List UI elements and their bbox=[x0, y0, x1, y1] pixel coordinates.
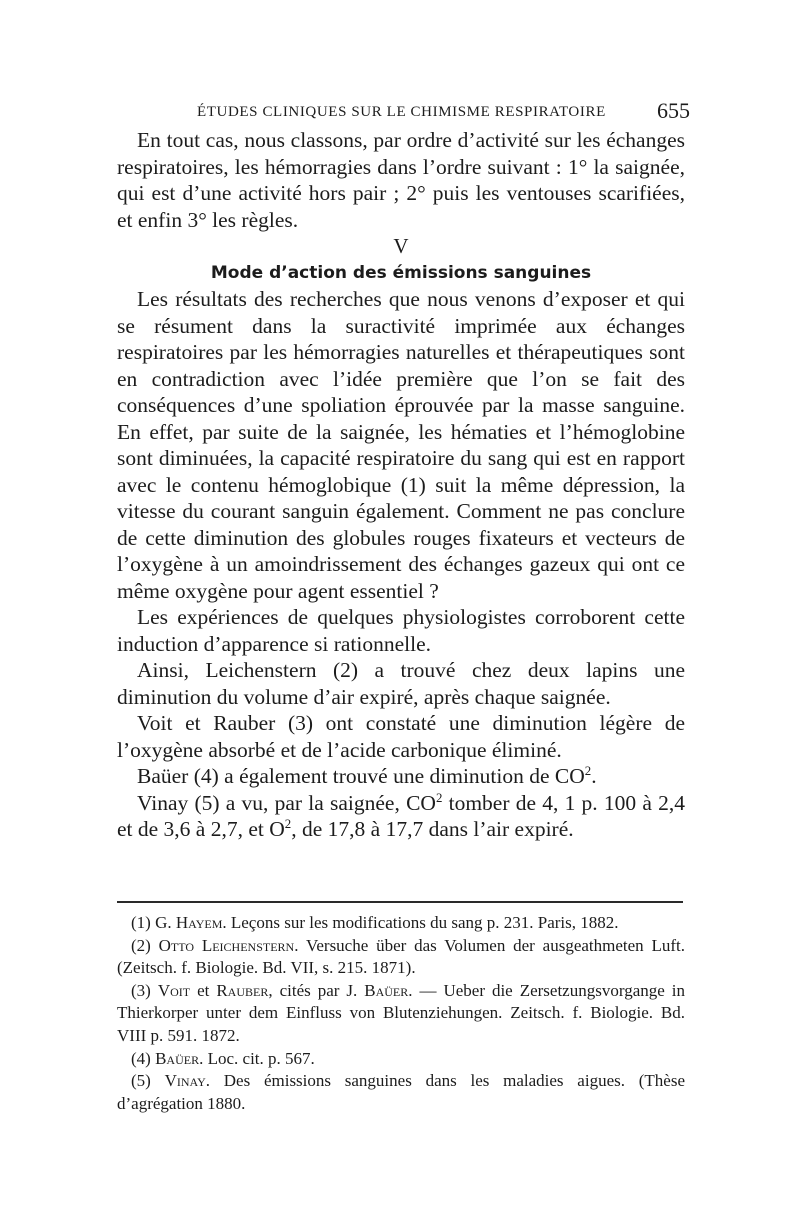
paragraph-7-text-b: tomber de 4, 1 p. 100 à 2,4 et de 3,6 à 2,7, et O bbox=[117, 790, 685, 841]
footnote-author: Baüer bbox=[364, 980, 409, 1000]
footnote-author: Vinay bbox=[164, 1071, 206, 1091]
running-header bbox=[117, 98, 690, 126]
footnote-divider bbox=[117, 901, 683, 903]
paragraph-5: Voit et Rauber (3) ont constaté une diminution légère de l’oxygène absorbé et de l’acide carbonique éliminé. bbox=[117, 711, 685, 762]
paragraph-6-end: . bbox=[591, 764, 597, 788]
footnote-marker: (1) bbox=[131, 913, 156, 932]
footnote-author: Rauber bbox=[216, 980, 269, 1000]
footnote-text: . — Ueber die Zersetzungsvorgange in Thierkorper unter dem Einfluss von Blutenziehungen. Zeitsch. f. Biologie. Bd. VIII p. 591. 1872. bbox=[117, 980, 685, 1045]
footnote-text: . Loc. cit. p. 567. bbox=[199, 1048, 315, 1068]
footnote-author: Baüer bbox=[155, 1048, 200, 1068]
main-text bbox=[117, 127, 685, 843]
page-number: 655 bbox=[657, 98, 690, 123]
footnote-2 bbox=[117, 935, 685, 980]
footnote-marker: (2) bbox=[131, 935, 159, 955]
co2-subscript: 2 bbox=[584, 763, 592, 778]
running-title: ÉTUDES CLINIQUES SUR LE CHIMISME RESPIRATOIRE bbox=[197, 104, 606, 120]
footnote-text: . Versuche über das Volumen der ausgeathmeten Luft. (Zeitsch. f. Biologie. Bd. VII, s. 215. 1871). bbox=[117, 935, 685, 978]
footnote-author: Voit bbox=[157, 980, 191, 1000]
footnote-text: . Leçons sur les modifications du sang p. 231. Paris, 1882. bbox=[222, 913, 619, 932]
footnote-text: , cités par J. bbox=[268, 980, 365, 1000]
paragraph-6-text: Baüer (4) a également trouvé une diminution de CO bbox=[137, 764, 585, 788]
paragraph-4: Ainsi, Leichenstern (2) a trouvé chez deux lapins une diminution du volume d’air expiré, après chaque saignée. bbox=[117, 658, 685, 709]
paragraph-3: Les expériences de quelques physiologistes corroborent cette induction d’apparence si rationnelle. bbox=[117, 605, 685, 656]
footnote-author: G. Hayem bbox=[155, 913, 223, 932]
o2-subscript: 2 bbox=[284, 816, 292, 831]
footnote-marker: (5) bbox=[131, 1071, 165, 1091]
footnote-4 bbox=[117, 1048, 685, 1071]
footnote-1 bbox=[117, 912, 685, 935]
footnotes bbox=[117, 912, 685, 1115]
section-title: Mode d’action des émissions sanguines bbox=[210, 262, 592, 283]
section-number: V bbox=[393, 234, 409, 258]
co2-subscript: 2 bbox=[435, 790, 443, 805]
footnote-text: . Des émissions sanguines dans les maladies aigues. (Thèse d’agrégation 1880. bbox=[117, 1071, 685, 1113]
footnote-author: Otto Leichenstern bbox=[158, 935, 295, 955]
footnote-text: et bbox=[190, 980, 217, 1000]
paragraph-1: En tout cas, nous classons, par ordre d’activité sur les échanges respiratoires, les hémorragies dans l’ordre suivant : 1° la saignée, qui est d’une activité hors pair ; 2° puis les ventouses scarifiées, et enfin 3° les règles. bbox=[117, 128, 685, 232]
footnote-3 bbox=[117, 980, 685, 1048]
paragraph-2: Les résultats des recherches que nous venons d’exposer et qui se résument dans la suractivité imprimée aux échanges respiratoires par les hémorragies naturelles et thérapeutiques sont en contradiction avec l’idée première que l’on se fait des conséquences d’une spoliation éprouvée par la masse sanguine. En effet, par suite de la saignée, les hématies et l’hémoglobine sont diminuées, la capacité respiratoire du sang qui est en rapport avec le contenu hémoglobique (1) suit la même dépression, la vitesse du courant sanguin également. Comment ne pas conclure de cette diminution des globules rouges fixateurs et vecteurs de l’oxygène à un amoindrissement des échanges gazeux qui ont ce même oxygène pour agent essentiel ? bbox=[117, 287, 685, 603]
footnote-marker: (3) bbox=[131, 980, 158, 1000]
footnote-marker: (4) bbox=[131, 1048, 156, 1068]
paragraph-7 bbox=[117, 790, 685, 843]
footnote-5 bbox=[117, 1070, 685, 1115]
paragraph-6 bbox=[117, 763, 685, 790]
paragraph-7-text-c: , de 17,8 à 17,7 dans l’air expiré. bbox=[291, 817, 574, 841]
paragraph-7-text-a: Vinay (5) a vu, par la saignée, CO bbox=[137, 790, 436, 815]
